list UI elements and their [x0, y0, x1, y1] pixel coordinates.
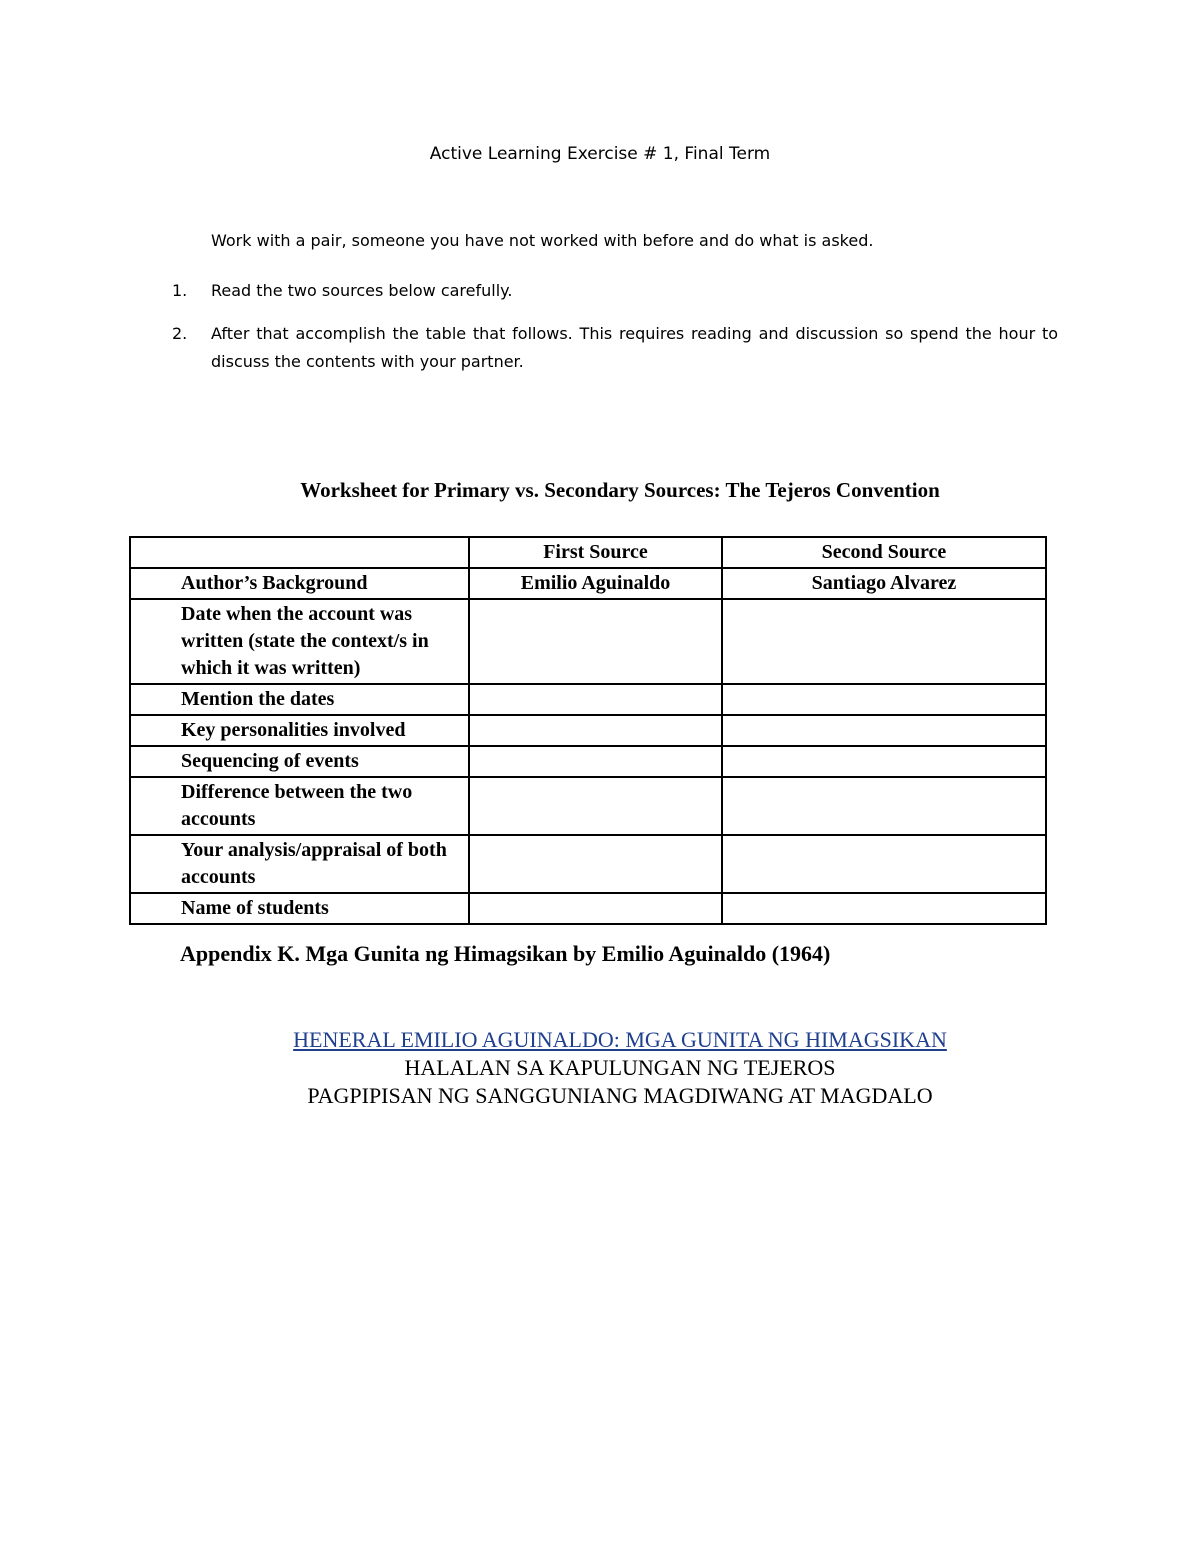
table-row: [130, 893, 1046, 924]
source-heading-link[interactable]: HENERAL EMILIO AGUINALDO: MGA GUNITA NG HIMAGSIKAN: [293, 1027, 947, 1052]
header-cell-first-source: First Source: [469, 537, 722, 568]
table-row: [130, 777, 1046, 835]
first-source-cell[interactable]: [469, 893, 722, 924]
appendix-headings: [0, 1026, 1200, 1110]
second-source-cell[interactable]: [722, 746, 1046, 777]
second-source-cell[interactable]: [722, 777, 1046, 835]
row-label: Key personalities involved: [130, 715, 469, 746]
step-text: Read the two sources below carefully.: [211, 281, 513, 300]
table-row: [130, 599, 1046, 684]
second-source-cell[interactable]: [722, 684, 1046, 715]
instruction-list: [172, 277, 1058, 391]
page-title: Active Learning Exercise # 1, Final Term: [429, 144, 771, 164]
row-label: Sequencing of events: [130, 746, 469, 777]
header-cell-empty: [130, 537, 469, 568]
appendix-title: Appendix K. Mga Gunita ng Himagsikan by Emilio Aguinaldo (1964): [180, 941, 831, 966]
second-source-cell[interactable]: [722, 893, 1046, 924]
list-item: [172, 320, 1058, 376]
first-source-cell[interactable]: [469, 835, 722, 893]
intro-text: Work with a pair, someone you have not worked with before and do what is asked.: [211, 231, 874, 250]
row-label: Mention the dates: [130, 684, 469, 715]
second-source-cell: Santiago Alvarez: [722, 568, 1046, 599]
first-source-cell[interactable]: [469, 684, 722, 715]
step-number: 2.: [172, 324, 188, 343]
row-label: Date when the account was written (state the context/s in which it was written): [130, 599, 469, 684]
step-text: After that accomplish the table that follows. This requires reading and discussion so spend the hour to discuss the contents with your partner.: [211, 324, 1058, 371]
first-source-cell[interactable]: [469, 777, 722, 835]
table-row: [130, 568, 1046, 599]
subheading-pagpipisan: PAGPIPISAN NG SANGGUNIANG MAGDIWANG AT MAGDALO: [307, 1083, 933, 1108]
subheading-halalan: HALALAN SA KAPULUNGAN NG TEJEROS: [404, 1055, 836, 1080]
second-source-cell[interactable]: [722, 599, 1046, 684]
first-source-cell[interactable]: [469, 599, 722, 684]
worksheet-title: Worksheet for Primary vs. Secondary Sources: The Tejeros Convention: [300, 478, 940, 502]
second-source-cell[interactable]: [722, 835, 1046, 893]
first-source-cell[interactable]: [469, 746, 722, 777]
table-row: [130, 835, 1046, 893]
table-row: [130, 684, 1046, 715]
step-number: 1.: [172, 281, 188, 300]
first-source-cell: Emilio Aguinaldo: [469, 568, 722, 599]
row-label: Difference between the two accounts: [130, 777, 469, 835]
row-label: Name of students: [130, 893, 469, 924]
worksheet-table: [129, 536, 1047, 925]
table-row: [130, 746, 1046, 777]
header-cell-second-source: Second Source: [722, 537, 1046, 568]
table-header-row: [130, 537, 1046, 568]
row-label: Your analysis/appraisal of both accounts: [130, 835, 469, 893]
first-source-cell[interactable]: [469, 715, 722, 746]
table-row: [130, 715, 1046, 746]
list-item: [172, 277, 1058, 305]
second-source-cell[interactable]: [722, 715, 1046, 746]
row-label: Author’s Background: [130, 568, 469, 599]
